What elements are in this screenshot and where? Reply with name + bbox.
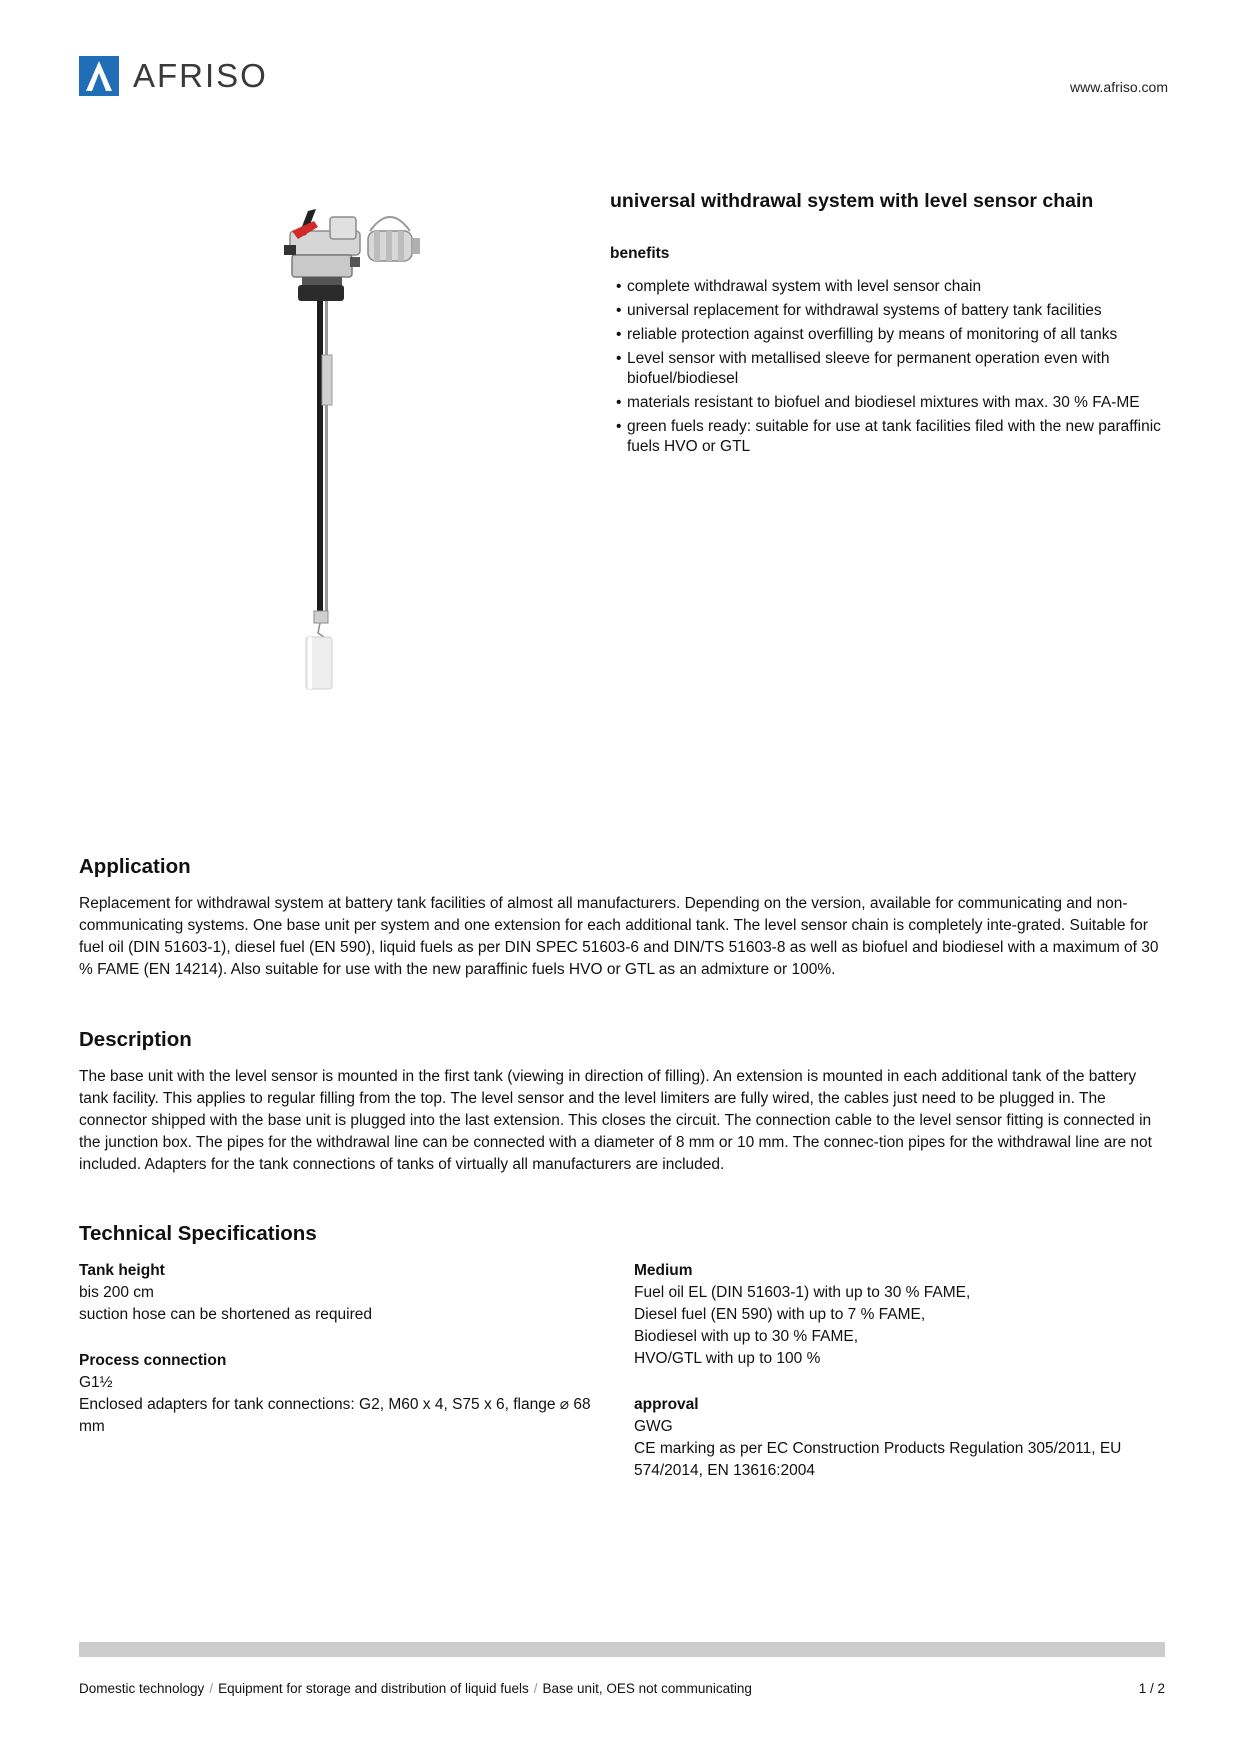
description-text: The base unit with the level sensor is mounted in the first tank (viewing in direction of filling). An extension is mounted in each additional tank of the battery tank facility. This applies to regular filling from the top. The level sensor and the level limiters are fully wired, the cables just need to be plugged in. The connector shipped with the base unit is plugged into the last extension. This closes the circuit. The connection cable to the level sensor fitting is connected in the junction box. The pipes for the withdrawal line can be connected with a diameter of 8 mm or 10 mm. The connec-tion pipes for the withdrawal line are not included. Adapters for the tank connections of tanks of virtually all manufacturers are included. (79, 1068, 1152, 1173)
medium-line: Biodiesel with up to 30 % FAME, (634, 1328, 859, 1345)
description-heading: Description (79, 1028, 192, 1051)
specs-heading: Technical Specifications (79, 1222, 317, 1245)
application-text: Replacement for withdrawal system at battery tank facilities of almost all manufacturers. Depending on the version, available for communicating and non-communicating systems. One base unit per system and one extension for each additional tank. The level sensor chain is completely inte-grated. Suitable for fuel oil (DIN 51603-1), diesel fuel (EN 590), liquid fuels as per DIN SPEC 51603-6 and DIN/TS 51603-8 as well as biofuel and biodiesel with a maximum of 30 % FAME (EN 14214). Also suitable for use with the new paraffinic fuels HVO or GTL as an admixture or 100%. (79, 895, 1159, 978)
valve-head-icon (284, 209, 360, 301)
benefits-list (610, 277, 1170, 461)
website-link[interactable]: www.afriso.com (1069, 79, 1168, 95)
footer-divider-bar (79, 1642, 1165, 1657)
benefit-item: • Level sensor with metallised sleeve for permanent operation even with biofuel/biodiesel (610, 349, 1170, 389)
medium-line: Fuel oil EL (DIN 51603-1) with up to 30 % FAME, (634, 1284, 971, 1301)
brand-logo (79, 55, 309, 97)
breadcrumb-separator: / (533, 1681, 538, 1696)
product-title: universal withdrawal system with level sensor chain (610, 190, 1094, 212)
benefits-heading: benefits (610, 245, 670, 262)
spec-column-right (634, 1260, 1164, 1482)
medium-line: Diesel fuel (EN 590) with up to 7 % FAME, (634, 1306, 926, 1323)
breadcrumb-item[interactable]: Domestic technology (79, 1681, 205, 1696)
tank-height-note: suction hose can be shortened as required (79, 1306, 372, 1323)
approval-line: CE marking as per EC Construction Products Regulation 305/2011, EU 574/2014, EN 13616:2004 (634, 1440, 1122, 1479)
level-sensor-float-icon (306, 637, 332, 689)
breadcrumb-separator: / (209, 1681, 214, 1696)
process-connection-value: G1½ (79, 1374, 113, 1391)
breadcrumb-item[interactable]: Base unit, OES not communicating (542, 1681, 752, 1696)
benefit-item: • green fuels ready: suitable for use at tank facilities filed with the new paraffinic fuels HVO or GTL (610, 417, 1170, 457)
application-heading: Application (79, 855, 191, 878)
spec-column-left (79, 1260, 609, 1438)
approval-label: approval (634, 1396, 699, 1413)
benefit-item: • universal replacement for withdrawal systems of battery tank facilities (610, 301, 1170, 321)
benefit-item: • reliable protection against overfilling by means of monitoring of all tanks (610, 325, 1170, 345)
brand-name: AFRISO (133, 57, 268, 94)
medium-label: Medium (634, 1262, 693, 1279)
approval-line: GWG (634, 1418, 673, 1435)
page-number: 1 / 2 (1138, 1681, 1165, 1696)
breadcrumb (79, 1681, 752, 1696)
breadcrumb-item[interactable]: Equipment for storage and distribution of liquid fuels (218, 1681, 529, 1696)
suction-pipe-icon (314, 301, 332, 637)
tank-height-label: Tank height (79, 1262, 165, 1279)
process-connection-adapters: Enclosed adapters for tank connections: G2, M60 x 4, S75 x 6, flange ⌀ 68 mm (79, 1396, 591, 1435)
process-connection-label: Process connection (79, 1352, 227, 1369)
afriso-logo-icon (79, 56, 119, 96)
protective-cap-icon (368, 217, 420, 261)
medium-line: HVO/GTL with up to 100 % (634, 1350, 821, 1367)
tank-height-value: bis 200 cm (79, 1284, 154, 1301)
benefit-item: • complete withdrawal system with level sensor chain (610, 277, 1170, 297)
benefit-item: • materials resistant to biofuel and biodiesel mixtures with max. 30 % FA-ME (610, 393, 1170, 413)
withdrawal-system-product-photo (262, 205, 432, 775)
